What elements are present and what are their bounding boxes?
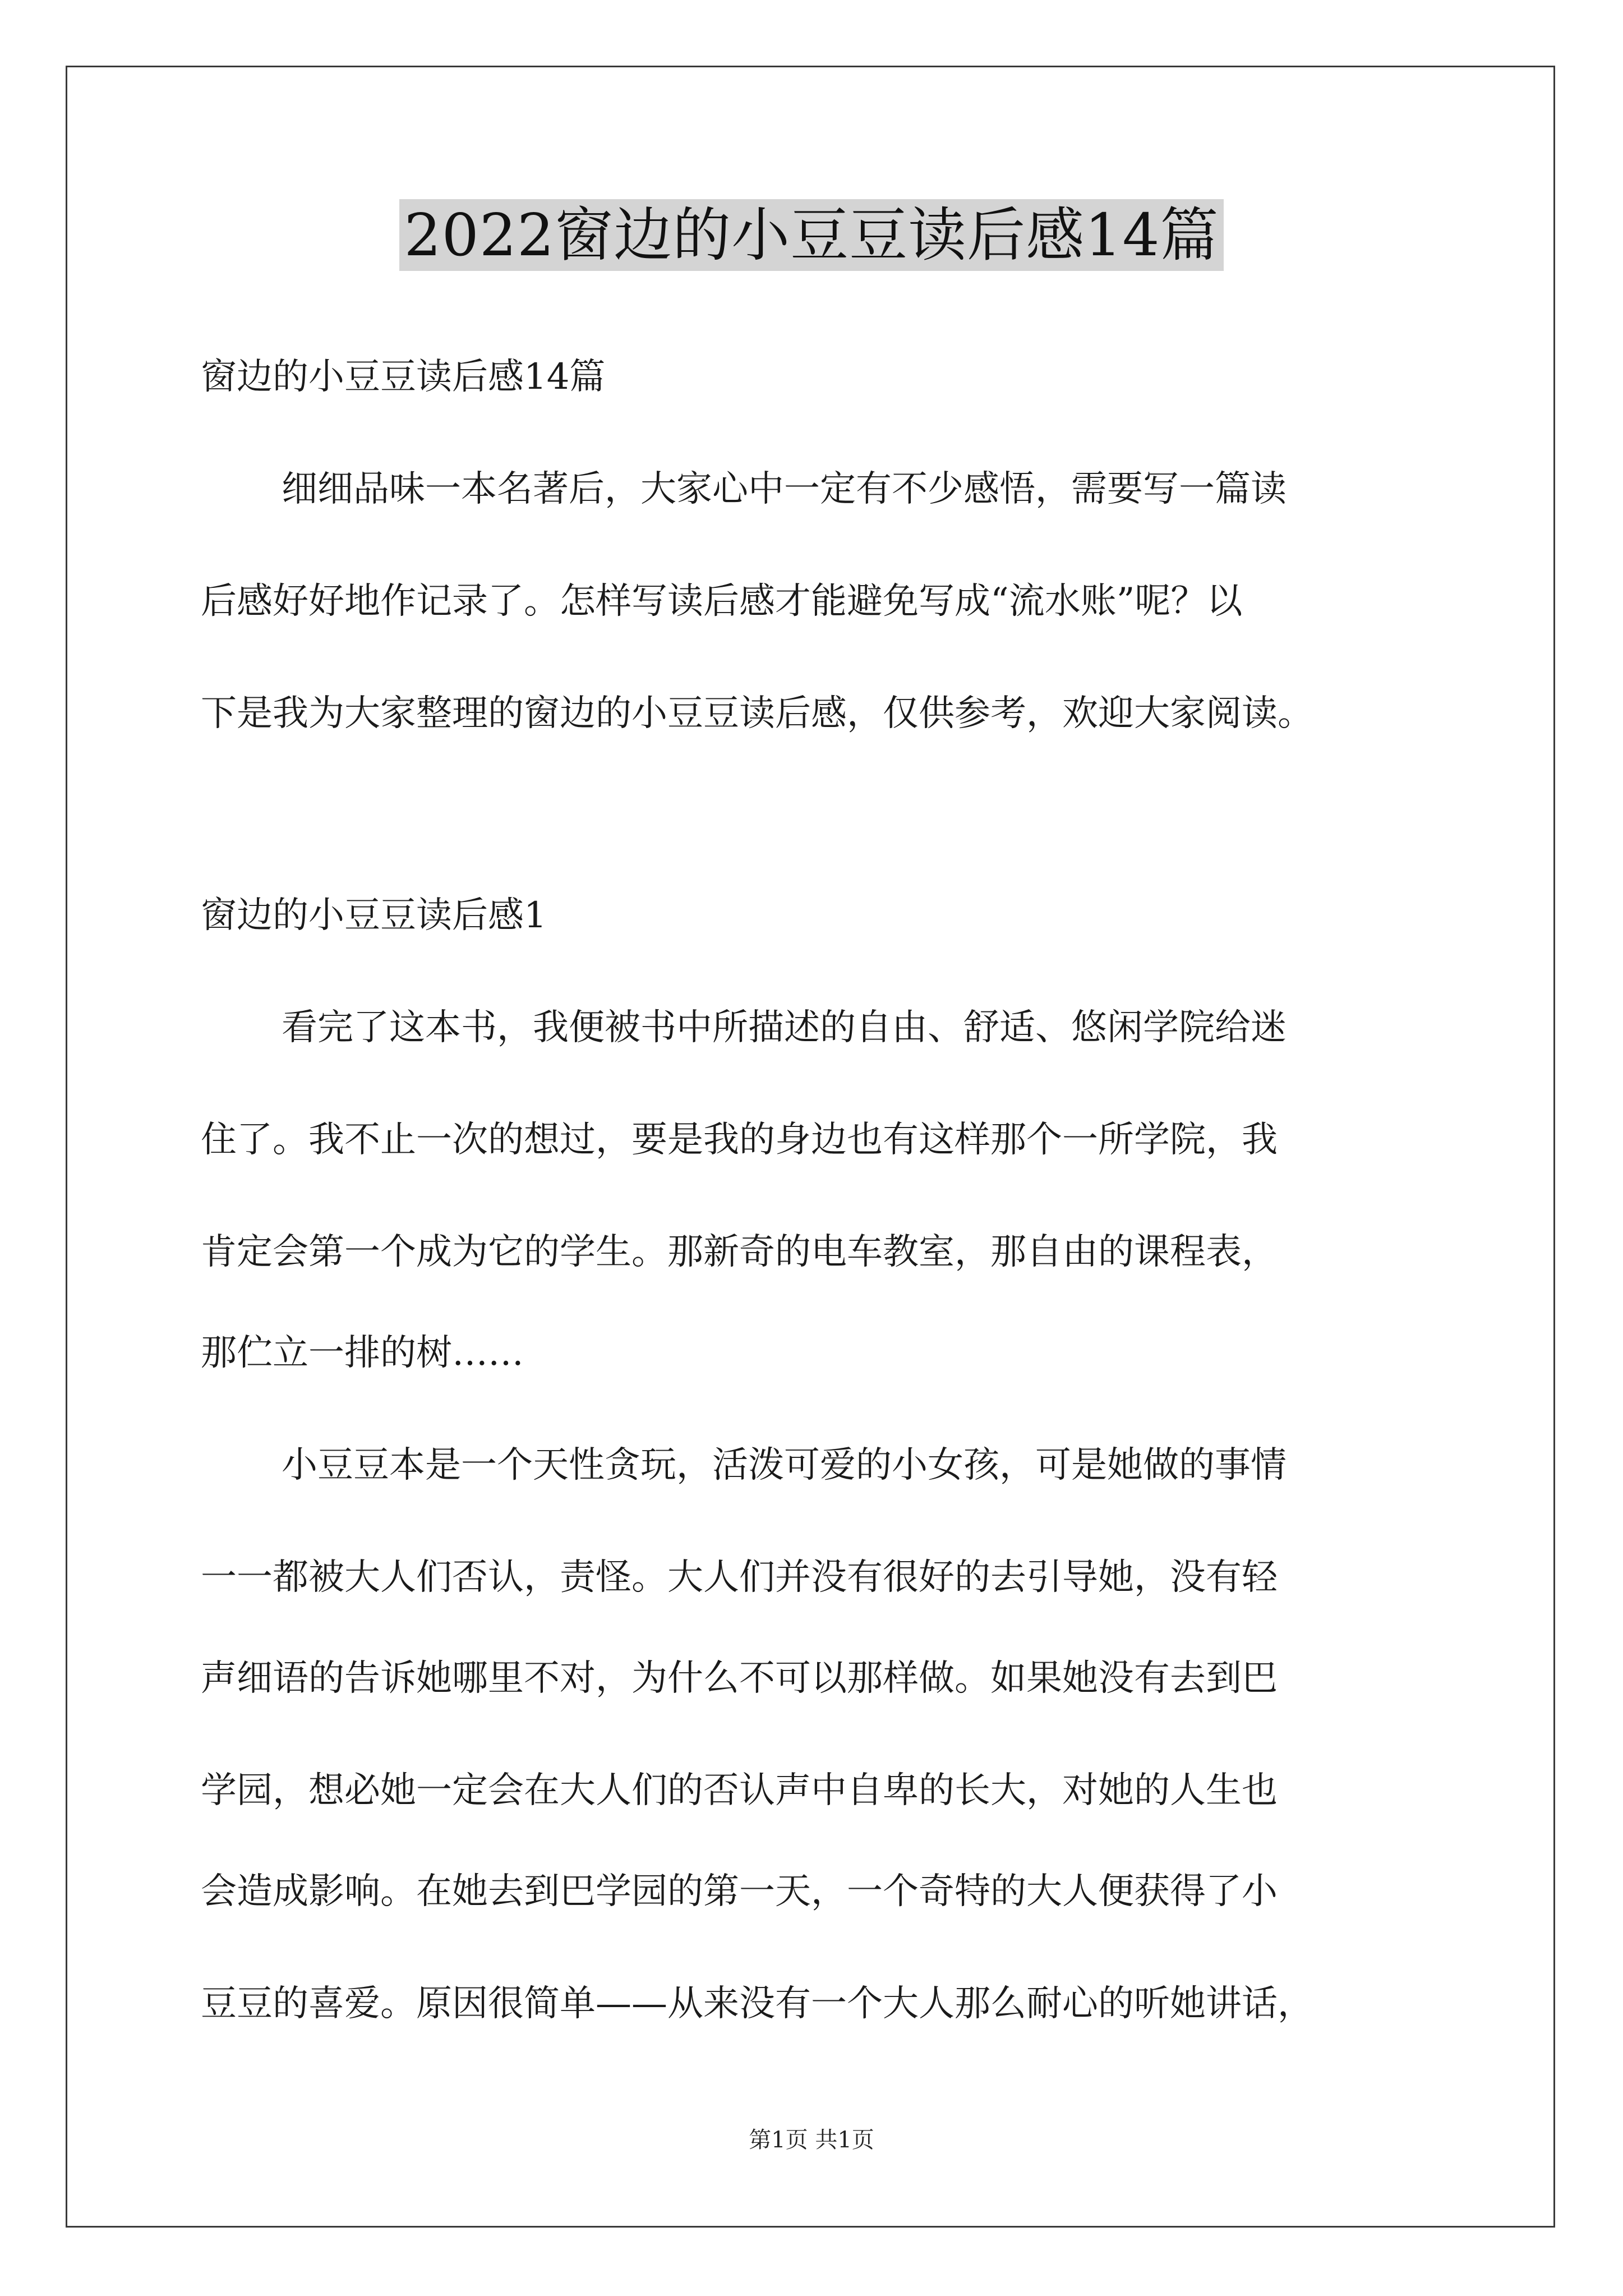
paragraph-line: 小豆豆本是一个天性贪玩，活泼可爱的小女孩，可是她做的事情	[282, 1444, 1287, 1486]
paragraph-line: 看完了这本书，我便被书中所描述的自由、舒适、悠闲学院给迷	[282, 1007, 1287, 1048]
paragraph-line: 会造成影响。在她去到巴学园的第一天，一个奇特的大人便获得了小	[201, 1871, 1278, 1912]
paragraph-line: 一一都被大人们否认，责怪。大人们并没有很好的去引导她，没有轻	[201, 1557, 1278, 1598]
document-subtitle: 窗边的小豆豆读后感14篇	[201, 356, 606, 398]
title-container	[0, 199, 1623, 271]
document-title: 2022窗边的小豆豆读后感14篇	[399, 199, 1223, 271]
paragraph-line: 学园，想必她一定会在大人们的否认声中自卑的长大，对她的人生也	[201, 1770, 1278, 1811]
paragraph-line: 肯定会第一个成为它的学生。那新奇的电车教室，那自由的课程表，	[201, 1231, 1278, 1273]
paragraph-line: 那伫立一排的树……	[201, 1332, 524, 1374]
intro-line: 后感好好地作记录了。怎样写读后感才能避免写成“流水账”呢？以	[201, 581, 1243, 622]
page-footer: 第1页 共1页	[749, 2127, 874, 2153]
intro-line: 细细品味一本名著后，大家心中一定有不少感悟，需要写一篇读	[282, 468, 1287, 510]
intro-line: 下是我为大家整理的窗边的小豆豆读后感，仅供参考，欢迎大家阅读。	[201, 693, 1313, 734]
section-heading: 窗边的小豆豆读后感1	[201, 895, 547, 936]
paragraph-line: 豆豆的喜爱。原因很简单——从来没有一个大人那么耐心的听她讲话，	[201, 1983, 1313, 2024]
paragraph-line: 住了。我不止一次的想过，要是我的身边也有这样那个一所学院，我	[201, 1119, 1278, 1161]
paragraph-line: 声细语的告诉她哪里不对，为什么不可以那样做。如果她没有去到巴	[201, 1658, 1278, 1699]
